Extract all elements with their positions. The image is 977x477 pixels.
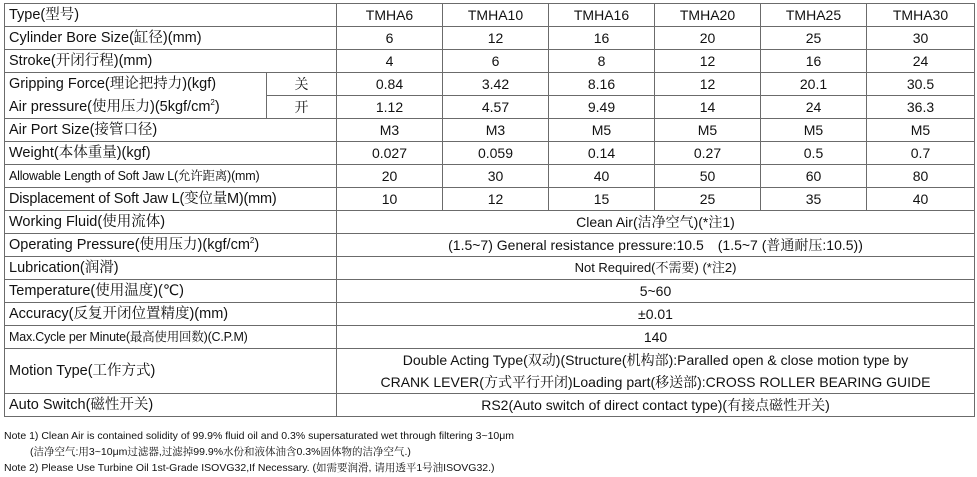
cell-value: 140 [337, 326, 975, 349]
row-label: Max.Cycle per Minute(最高使用回数)(C.P.M) [5, 326, 337, 349]
model-header: TMHA16 [549, 4, 655, 27]
note-2: Note 2) Please Use Turbine Oil 1st-Grade ISOVG32,If Necessary. (如需要润滑, 请用透平1号油ISOVG32.) [4, 462, 495, 474]
cell-value: M3 [443, 119, 549, 142]
cell-value: 20 [337, 165, 443, 188]
cell-value: M5 [761, 119, 867, 142]
row-label: Working Fluid(使用流体) [5, 211, 337, 234]
cell-value: 20 [655, 27, 761, 50]
motion-row [5, 349, 975, 394]
cell-value: Not Required(不需要) (*注2) [337, 257, 975, 280]
row-label: Stroke(开闭行程)(mm) [5, 50, 337, 73]
cell-value: 12 [443, 188, 549, 211]
type-label: Type(型号) [5, 4, 337, 27]
pressure-label-end: ) [254, 237, 260, 253]
cell-value: 6 [337, 27, 443, 50]
cell-value: 0.7 [867, 142, 975, 165]
row-label: Motion Type(工作方式) [5, 349, 337, 394]
cell-value: 5~60 [337, 280, 975, 303]
cell-value: 60 [761, 165, 867, 188]
cell-value: 24 [761, 96, 867, 119]
row-label: Temperature(使用温度)(℃) [5, 280, 337, 303]
row-label: Displacement of Soft Jaw L(变位量M)(mm) [5, 188, 337, 211]
pressure-label-text: Operating Pressure(使用压力)(kgf/cm [9, 237, 250, 253]
temperature-row [5, 280, 975, 303]
cell-value: 6 [443, 50, 549, 73]
note-1-cn: (洁净空气:用3~10μm过滤器,过滤掉99.9%水份和液体油含0.3%固体物的洁净空气.) [30, 446, 411, 458]
cell-value: 1.12 [337, 96, 443, 119]
cell-value: 24 [867, 50, 975, 73]
cell-value: 4 [337, 50, 443, 73]
gripping-open-row [5, 96, 975, 119]
motion-line-2: CRANK LEVER(方式平行开闭)Loading part(移送部):CROSS ROLLER BEARING GUIDE [380, 374, 931, 390]
cell-value: 20.1 [761, 73, 867, 96]
model-header: TMHA20 [655, 4, 761, 27]
cell-value: 16 [761, 50, 867, 73]
cell-value: 40 [549, 165, 655, 188]
cell-value: 0.14 [549, 142, 655, 165]
superscript: 2 [210, 97, 215, 107]
air-pressure-text: Air pressure(使用压力)(5kgf/cm [9, 98, 211, 115]
cell-value: 8.16 [549, 73, 655, 96]
cell-value: 16 [549, 27, 655, 50]
cell-value: Clean Air(洁净空气)(*注1) [337, 211, 975, 234]
row-label: Weight(本体重量)(kgf) [5, 142, 337, 165]
row-label: Cylinder Bore Size(缸径)(mm) [5, 27, 337, 50]
accuracy-row [5, 303, 975, 326]
cell-value: 0.027 [337, 142, 443, 165]
cell-value: 25 [761, 27, 867, 50]
port-row [5, 119, 975, 142]
motion-value [337, 349, 975, 394]
model-header: TMHA25 [761, 4, 867, 27]
cell-value: 0.059 [443, 142, 549, 165]
row-label [5, 234, 337, 257]
cell-value: 0.5 [761, 142, 867, 165]
cell-value: 8 [549, 50, 655, 73]
note-1: Note 1) Clean Air is contained solidity of 99.9% fluid oil and 0.3% supersaturated wet through filtering 3~10μm [4, 430, 515, 442]
cell-value: 4.57 [443, 96, 549, 119]
cell-value: RS2(Auto switch of direct contact type)(有接点磁性开关) [337, 394, 975, 417]
cell-value: 30 [867, 27, 975, 50]
cell-value: 25 [655, 188, 761, 211]
cell-value: 9.49 [549, 96, 655, 119]
cell-value: M3 [337, 119, 443, 142]
superscript: 2 [249, 236, 255, 246]
row-label: Allowable Length of Soft Jaw L(允许距离)(mm) [5, 165, 337, 188]
pressure-row [5, 234, 975, 257]
cell-value: 35 [761, 188, 867, 211]
cell-value: 40 [867, 188, 975, 211]
notes [4, 428, 514, 476]
air-pressure-end: ) [214, 98, 220, 115]
switch-row [5, 394, 975, 417]
row-label: Lubrication(润滑) [5, 257, 337, 280]
cycle-row [5, 326, 975, 349]
jaw-length-row [5, 165, 975, 188]
open-label: 开 [267, 96, 337, 119]
motion-line-1: Double Acting Type(双动)(Structure(机构部):Paralled open & close motion type by [402, 352, 909, 368]
air-pressure-label [5, 96, 267, 119]
cell-value: M5 [655, 119, 761, 142]
gripping-force-label: Gripping Force(理论把持力)(kgf) [5, 73, 267, 96]
cell-value: 50 [655, 165, 761, 188]
cell-value: 0.84 [337, 73, 443, 96]
cell-value: M5 [549, 119, 655, 142]
weight-row [5, 142, 975, 165]
header-row [5, 4, 975, 27]
cell-value: 12 [443, 27, 549, 50]
row-label: Accuracy(反复开闭位置精度)(mm) [5, 303, 337, 326]
cell-value: 30.5 [867, 73, 975, 96]
model-header: TMHA10 [443, 4, 549, 27]
cell-value: 14 [655, 96, 761, 119]
row-label: Air Port Size(接管口径) [5, 119, 337, 142]
bore-row [5, 27, 975, 50]
cell-value: (1.5~7) General resistance pressure:10.5 (1.5~7 (普通耐压:10.5)) [337, 234, 975, 257]
close-label: 关 [267, 73, 337, 96]
cell-value: 0.27 [655, 142, 761, 165]
spec-table [4, 3, 975, 417]
cell-value: 12 [655, 50, 761, 73]
stroke-row [5, 50, 975, 73]
cell-value: 36.3 [867, 96, 975, 119]
model-header: TMHA30 [867, 4, 975, 27]
cell-value: 15 [549, 188, 655, 211]
fluid-row [5, 211, 975, 234]
gripping-close-row [5, 73, 975, 96]
cell-value: ±0.01 [337, 303, 975, 326]
model-header: TMHA6 [337, 4, 443, 27]
cell-value: 10 [337, 188, 443, 211]
row-label: Auto Switch(磁性开关) [5, 394, 337, 417]
cell-value: 30 [443, 165, 549, 188]
cell-value: M5 [867, 119, 975, 142]
cell-value: 80 [867, 165, 975, 188]
jaw-displacement-row [5, 188, 975, 211]
cell-value: 12 [655, 73, 761, 96]
lubrication-row [5, 257, 975, 280]
cell-value: 3.42 [443, 73, 549, 96]
